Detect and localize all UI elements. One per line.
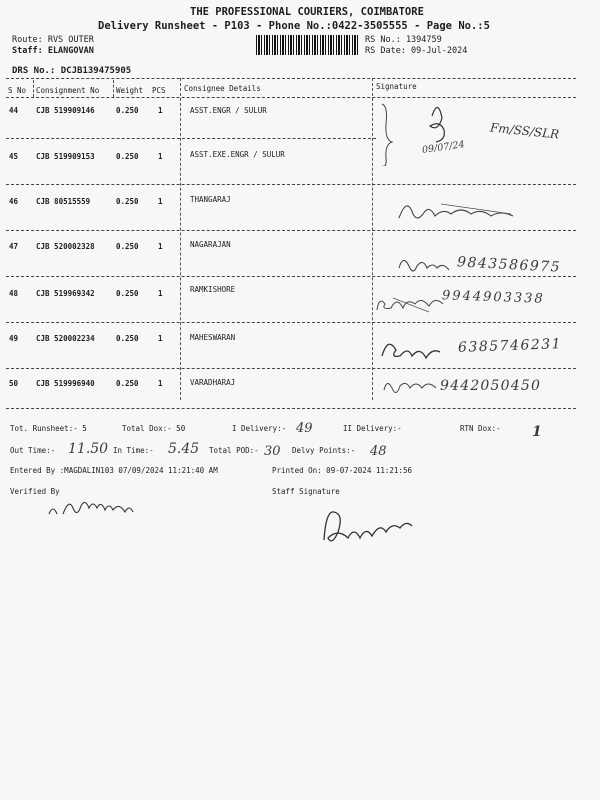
delvy-points-value: 48 [370,444,387,459]
tot-runsheet: Tot. Runsheet:- 5 [10,424,87,433]
phone-row-47: 9843586975 [456,254,562,276]
row-weight: 0.250 [116,334,139,343]
row-rule [6,368,576,369]
total-pod-value: 30 [264,444,281,459]
row-pcs: 1 [158,106,163,115]
col-sep [33,80,34,97]
row-consignment: CJB 80515559 [36,197,91,206]
printed-on: Printed On: 09-07-2024 11:21:56 [272,466,412,475]
row-pcs: 1 [158,242,163,251]
phone-row-48: 9944903338 [441,288,545,307]
row-consignee: THANGARAJ [190,195,231,204]
row-weight: 0.250 [116,289,139,298]
route-label: Route: RVS OUTER [12,35,94,45]
staff-label: Staff: ELANGOVAN [12,46,94,56]
header-top-rule [6,78,576,79]
row-sno: 48 [9,289,19,298]
i-delivery-label: I Delivery:- [232,424,287,433]
rtn-dox-value: 1 [532,424,542,440]
row-weight: 0.250 [116,242,139,251]
row-consignee: VARADHARAJ [190,378,236,387]
col-pcs: PCS [152,86,166,95]
row-consignee: ASST.EXE.ENGR / SULUR [190,150,285,159]
in-time-value: 5.45 [168,441,200,457]
row-consignee: NAGARAJAN [190,240,231,249]
rs-number: RS No.: 1394759 [365,35,442,45]
row-consignment: CJB 520002234 [36,334,95,343]
company-title: THE PROFESSIONAL COURIERS, COIMBATORE [190,6,424,18]
row-pcs: 1 [158,334,163,343]
total-pod-label: Total POD:- [209,446,259,455]
row-pcs: 1 [158,379,163,388]
rs-date: RS Date: 09-Jul-2024 [365,46,468,56]
entered-by: Entered By :MAGDALIN103 07/09/2024 11:21:40 AM [10,466,218,475]
row-sno: 46 [9,197,19,206]
row-pcs: 1 [158,197,163,206]
col-sep [113,80,114,97]
row-rule [6,322,576,323]
row-rule [6,276,576,277]
col-weight: Weight [116,86,144,95]
row-consignee: RAMKISHORE [190,285,236,294]
out-time-value: 11.50 [68,441,109,457]
delvy-points-label: Delvy Points:- [292,446,356,455]
row-rule [6,138,376,139]
verifier-signature-icon [45,496,165,522]
phone-row-49: 6385746231 [457,336,563,356]
phone-row-50: 9442050450 [440,378,542,394]
row-pcs: 1 [158,152,163,161]
in-time-label: In Time:- [113,446,154,455]
col-sno: S No [8,86,27,95]
total-dox: Total Dox:- 50 [122,424,186,433]
row-sno: 44 [9,106,19,115]
staff-signature-icon [318,500,428,550]
runsheet-subtitle: Delivery Runsheet - P103 - Phone No.:0422-3505555 - Page No.:5 [98,20,490,32]
row-consignee: ASST.ENGR / SULUR [190,106,267,115]
row-sno: 47 [9,242,19,251]
drs-number: DRS No.: DCJB139475905 [12,66,132,76]
barcode [256,35,358,55]
col-signature: Signature [376,82,417,91]
row-rule [6,230,576,231]
row-consignment: CJB 519909146 [36,106,95,115]
row-weight: 0.250 [116,106,139,115]
bracket-note: Fm/SS/SLR [489,120,560,142]
row-sno: 45 [9,152,19,161]
row-weight: 0.250 [116,152,139,161]
rtn-dox-label: RTN Dox:- [460,424,501,433]
col-consignee: Consignee Details [184,84,261,93]
ii-delivery-label: II Delivery:- [343,424,402,433]
col-consignment: Consignment No [36,86,100,95]
row-weight: 0.250 [116,379,139,388]
bracket-date: 09/07/24 [421,139,466,156]
row-weight: 0.250 [116,197,139,206]
out-time-label: Out Time:- [10,446,56,455]
row-consignment: CJB 519996940 [36,379,95,388]
verified-by-label: Verified By [10,487,60,496]
signature-row-50-icon [382,376,442,398]
row-consignment: CJB 520002328 [36,242,95,251]
signature-row-47-icon [397,254,457,276]
col-sep [372,78,373,400]
i-delivery-value: 49 [296,421,313,436]
signature-row-49-icon [380,336,450,364]
row-sno: 50 [9,379,19,388]
row-consignee: MAHESWARAN [190,333,236,342]
row-consignment: CJB 519969342 [36,289,95,298]
row-pcs: 1 [158,289,163,298]
row-consignment: CJB 519909153 [36,152,95,161]
staff-signature-label: Staff Signature [272,487,340,496]
table-bottom-rule [6,408,576,409]
col-sep [180,78,181,400]
signature-row-46-icon [395,196,545,226]
row-rule [6,184,576,185]
row-sno: 49 [9,334,19,343]
